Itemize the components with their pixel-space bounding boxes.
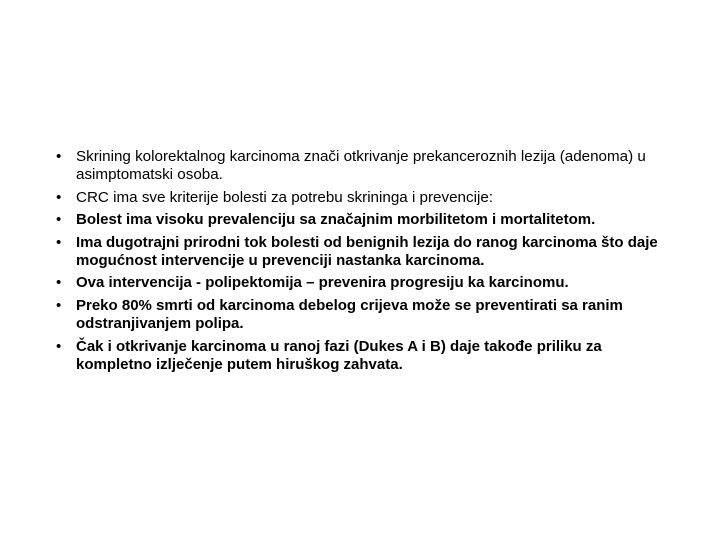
- bullet-item: [54, 234, 674, 271]
- bullet-text: Ova intervencija - polipektomija – prevenira progresiju ka karcinomu.: [76, 274, 569, 292]
- bullet-item: [54, 297, 674, 334]
- bullet-text: Bolest ima visoku prevalenciju sa značajnim morbilitetom i mortalitetom.: [76, 211, 596, 229]
- bullet-text: CRC ima sve kriterije bolesti za potrebu skrininga i prevencije:: [76, 188, 493, 206]
- bullet-icon: •: [56, 148, 62, 165]
- bullet-item: [54, 148, 674, 185]
- bullet-icon: •: [56, 188, 62, 206]
- bullet-item: [54, 274, 674, 292]
- bullet-text: Čak i otkrivanje karcinoma u ranoj fazi (Dukes A i B) daje takođe priliku za kompletno izlječenje putem hiruškog zahvata.: [76, 337, 602, 374]
- bullet-text: Ima dugotrajni prirodni tok bolesti od benignih lezija do ranog karcinoma što daje mogućnost intervencije u prevenciji nastanka karcinoma.: [76, 233, 658, 270]
- bullet-icon: •: [56, 233, 62, 251]
- bullet-item: [54, 338, 674, 375]
- bullet-text: Preko 80% smrti od karcinoma debelog crijeva može se preventirati sa ranim odstranjivanjem polipa.: [76, 296, 623, 333]
- bullet-list: [54, 148, 674, 378]
- bullet-item: [54, 189, 674, 207]
- bullet-item: [54, 211, 674, 229]
- bullet-icon: •: [56, 337, 62, 355]
- bullet-icon: •: [56, 274, 62, 292]
- bullet-icon: •: [56, 296, 62, 314]
- bullet-icon: •: [56, 211, 62, 229]
- bullet-text: Skrining kolorektalnog karcinoma znači otkrivanje prekanceroznih lezija (adenoma) u asimptomatski osoba.: [76, 148, 646, 184]
